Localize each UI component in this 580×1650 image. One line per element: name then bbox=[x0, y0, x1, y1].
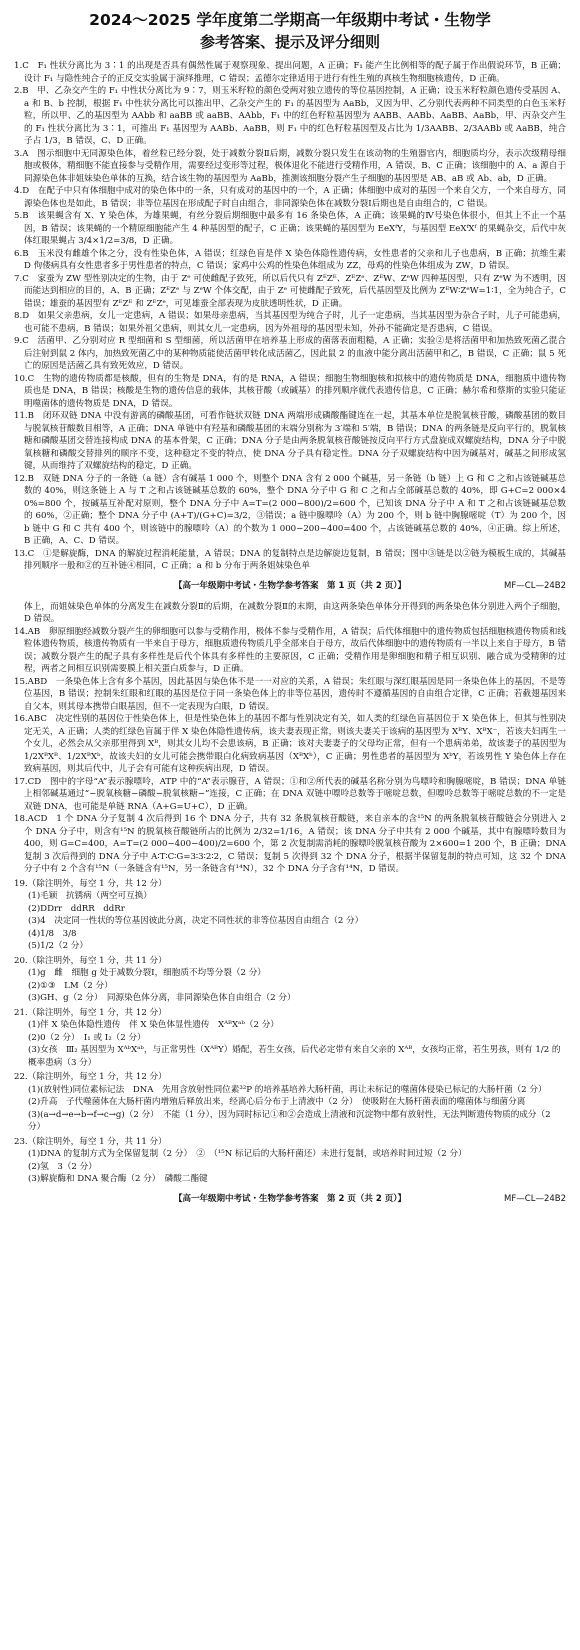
answer-item: 12.B 双链 DNA 分子的一条链（a 链）含有碱基 1 000 个，则整个 DNA 含有 2 000 个碱基，另一条链（b 链）上 G 和 C 之和占该链碱基总数的 40%，则这条链上 A 与 T 之和占该链碱基总数的 60%，整个 DNA 分子中 G 和 C 之和占全部碱基总数的 40%，即 G+C=2 000×40%=800 个，按碱基互补配对原则，整个 DNA 分子中 A=T=(2 000−800)/2=600 个，已知该 DNA 分子中 A 和 T 之和占该链碱基总数的 60%，②正确；整个 DNA 分子中 (A+T)/(G+C)=3/2，③错误；a 链中腺嘌呤（A）为 200 个，则 b 链中胸腺嘧啶（T）为 200 个，因 b 链中 G 和 C 共有 400 个，则该链中的腺嘌呤（A）的个数为 1 000−200−400=400 个，占该链碱基总数的 40%，④正确。综上所述，B 正确，A、C、D 错误。 bbox=[14, 473, 566, 546]
answer-line: (3)(a→d→e→b→f→c→g)（2 分） 不能（1 分），因为同时标记①和②会造成上清液和沉淀物中都有放射性，无法判断遗传物质的成分（2 分） bbox=[28, 1109, 551, 1132]
answer-item: 11.B 闭环双链 DNA 中没有游离的磷酸基团，可看作链状双链 DNA 两端形成磷酸酯键连在一起，其基本单位是脱氧核苷酸，磷酸基团的数目与脱氧核苷酸数目相等，A 正确；DNA 单链中有羟基和磷酸基团的末端分别称为 3′端和 5′端，B 错误；DNA 的两条链是反向平行的，脱氧核糖和磷酸基团交替连接构成 DNA 的基本骨架，C 正确；DNA 分子是由两条脱氧核苷酸链按反向平行方式盘旋成双螺旋结构，DNA 分子中脱氧核糖和磷酸交替排列的顺序不变，这种稳定不变的特点，使 DNA 分子具有稳定性。DNA 分子双螺旋结构中因为碱基对，碱基之间形成氢键，从而维持了双螺旋结构的稳定，D 正确。 bbox=[14, 411, 566, 471]
answer-line: (3)GH、g（2 分） 同源染色体分离，非同源染色体自由组合（2 分） bbox=[28, 993, 296, 1003]
question-21 bbox=[14, 1007, 566, 1070]
answer-line: (1)DNA 的复制方式为全保留复制（2 分） ② （¹⁵N 标记后的大肠杆菌还）未进行复制，或培养时间过短（2 分） bbox=[28, 1149, 467, 1159]
answer-line: (1)毛颖 抗锈病（两空可互换） bbox=[28, 891, 152, 901]
answer-line: (3)解旋酶和 DNA 聚合酶（2 分） 磷酸二酯键 bbox=[28, 1174, 208, 1184]
answer-line: (2)①③ LM（2 分） bbox=[28, 980, 113, 991]
footer-code: MF—CL—24B2 bbox=[504, 1193, 566, 1204]
footer-page-label: 【高一年级期中考试・生物学参考答案 第 2 页（共 2 页）】 bbox=[174, 1193, 406, 1204]
answer-line: (3)女孩 Ⅲ₂ 基因型为 XᴬᵇXᵃᵇ，与正常男性（XᴬᴮY）婚配，若生女孩，后代必定带有来自父亲的 Xᴬᴮ，女孩均正常，若生男孩，则有 1/2 的概率患病（3 分） bbox=[28, 1045, 561, 1068]
answer-line: (2)氢 3（2 分） bbox=[28, 1161, 97, 1172]
answer-item: 10.C 生物的遗传物质都是核酸，但有的生物是 DNA，有的是 RNA，A 错误；细胞生物细胞核和拟核中的遗传物质是 DNA，细胞质中遗传物质也是 DNA，B 错误；核酸是生物的遗传信息的载体，其核苷酸（或碱基）的排列顺序就代表遗传信息，C 正确；赫尔希和蔡斯的实验只能证明噬菌体的遗传物质是 DNA，D 错误。 bbox=[14, 373, 566, 409]
answer-line: (2)DDrr ddRR ddRr bbox=[28, 903, 125, 914]
answer-item: 15.ABD 一条染色体上含有多个基因，因此基因与染色体不是一一对应的关系，A 错误；朱红眼与深红眼基因是同一条染色体上的基因，不是等位基因，B 错误；控制朱红眼和红眼的基因是位于同一条染色体上的非等位基因，遗传时不遵循基因的自由组合定律，C 正确；若截翅基因来自父本，则其母本携带白眼基因，但不一定表现为白眼，D 错误。 bbox=[14, 676, 566, 712]
answer-item: 5.B 该果蝇含有 X、Y 染色体，为雄果蝇，有丝分裂后期细胞中最多有 16 条染色体，A 正确；该果蝇的Ⅳ号染色体很小，但其上不止一个基因，B 错误；该果蝇的一个精原细胞能产生 4 种基因型的配子，C 正确；该果蝇的基因型为 EeXᶠY，与基因型 EeXᶠXᶠ 的果蝇杂交，后代中灰体红眼果蝇占 3/4×1/2=3/8，D 正确。 bbox=[14, 211, 566, 246]
answer-line: (3)4 决定同一性状的等位基因彼此分离，决定不同性状的非等位基因自由组合（2 分） bbox=[28, 916, 364, 926]
answer-line: (4)1/8 3/8 bbox=[28, 928, 77, 939]
footer-code: MF—CL—24B2 bbox=[504, 580, 566, 591]
question-header: 23.（除注明外，每空 1 分，共 11 分） bbox=[14, 1136, 167, 1147]
answer-line: (2)升高 子代噬菌体在大肠杆菌内增殖后释放出来，经离心后分布于上清液中（2 分） 使吸附在大肠杆菌表面的噬菌体与细菌分离 bbox=[28, 1097, 526, 1107]
question-22 bbox=[14, 1071, 566, 1134]
question-header: 21.（除注明外，每空 1 分，共 12 分） bbox=[14, 1007, 167, 1018]
question-23 bbox=[14, 1136, 566, 1186]
answer-line: (1)伴 X 染色体隐性遗传 伴 X 染色体显性遗传 XᴬᴮXᵃᵇ（2 分） bbox=[28, 1020, 279, 1030]
answer-line: (1)g 雌 细胞 g 处于减数分裂Ⅰ，细胞质不均等分裂（2 分） bbox=[28, 968, 266, 978]
answer-item: 14.AB 卵原细胞经减数分裂产生的卵细胞可以参与受精作用，极体不参与受精作用，A 错误；后代体细胞中的遗传物质包括细胞核遗传物质和线粒体遗传物质，核遗传物质有一半来自于母方，细胞质遗传物质几乎全部来自于母方，故后代体细胞中的遗传物质有一半以上来自于母方，B 错误；减数分裂产生的配子具有多样性是后代个体具有多样性的主要原因，C 正确；受精作用是卵细胞和精子相互识别、融合成为受精卵的过程，两者之间相互识别需要膜上相关蛋白质参与，D 正确。 bbox=[14, 626, 566, 674]
page-footer-1 bbox=[14, 577, 566, 595]
answer-item: 9.C 活菌甲、乙分别对应 R 型细菌和 S 型细菌，所以活菌甲在培养基上形成的菌落表面粗糙，A 正确；实验②是将活菌甲和加热致死菌乙混合后注射到鼠 2 体内，加热致死菌乙中的某种物质能使活菌甲转化成活菌乙，因此鼠 2 的血液中能分离出活菌甲和乙，B 错误，C 正确；鼠 5 死亡的原因是活菌乙具有致死效应，D 错误。 bbox=[14, 336, 566, 371]
answer-item: 2.B 甲、乙杂交产生的 F₁ 中性状分离比为 9∶7，则玉米籽粒的颜色受两对独立遗传的等位基因控制，A 正确；设玉米籽粒颜色遗传受基因 A、a 和 B、b 控制，根据 F₁ 中性状分离比可以推出甲、乙杂交产生的 F₁ 的基因型为 AaBb，又因为甲、乙分别代表两种不同类型的白色玉米籽粒，所以甲、乙的基因型为 AAbb 和 aaBB 或 aaBB、AAbb，F₁ 中的红色籽粒基因型为 AABB、AABb、AaBB、AaBb，甲、丙杂交产生的 F₁ 性状分离比为 3∶1，可推出 F₁ 基因型为 AABb、AaBB，则 F₁ 中的红色籽粒基因型及占比为 1/3AABB、2/3AABb 或 AaBB，纯合子占 1/3，B 错误，C、D 正确。 bbox=[14, 86, 566, 146]
question-header: 19.（除注明外，每空 1 分，共 12 分） bbox=[14, 878, 167, 889]
answer-item: 17.CD 图中的字母“A”表示腺嘌呤，ATP 中的“A”表示腺苷，A 错误；①和②所代表的碱基名称分别为鸟嘌呤和胸腺嘧啶，B 错误；DNA 单链上相邻碱基通过“−脱氧核糖−磷酸−脱氧核糖−”连接，C 正确；在 DNA 双链中嘌呤总数等于嘧啶总数，但嘌呤总数等于嘧啶总数的不一定是双链 DNA，也可能是单链 RNA（A+G=U+C），D 正确。 bbox=[14, 776, 566, 812]
answer-line: (5)1/2（2 分） bbox=[28, 941, 88, 951]
page-footer-2 bbox=[14, 1190, 566, 1208]
question-header: 22.（除注明外，每空 1 分，共 12 分） bbox=[14, 1072, 167, 1082]
answer-line: (1)(放射性)同位素标记法 DNA 先用含放射性同位素³²P 的培养基培养大肠杆菌，再让未标记的噬菌体侵染已标记的大肠杆菌（2 分） bbox=[28, 1084, 547, 1095]
document-subtitle: 参考答案、提示及评分细则 bbox=[199, 33, 380, 51]
answer-item-continued: 体上，而姐妹染色单体的分离发生在减数分裂Ⅱ的后期，在减数分裂Ⅱ的末期，由这两条染色单体分开得到的两条染色体分别进入两个子细胞，D 错误。 bbox=[24, 601, 566, 624]
footer-page-label: 【高一年级期中考试・生物学参考答案 第 1 页（共 2 页）】 bbox=[174, 580, 406, 591]
document-title: 2024～2025 学年度第二学期高一年级期中考试・生物学 bbox=[89, 11, 491, 29]
answer-item: 6.B 玉米没有雌雄个体之分，没有性染色体，A 错误；红绿色盲是伴 X 染色体隐性遗传病，女性患者的父亲和儿子也患病，B 正确；抗维生素 D 佝偻病具有女性患者多于男性患者的特点，C 错误；家鸡中公鸡的性染色体组成为 ZZ，母鸡的性染色体组成为 ZW，D 错误。 bbox=[14, 248, 566, 271]
question-19 bbox=[14, 878, 566, 953]
answer-line: (2)0（2 分） Ⅰ₁ 或 Ⅰ₂（2 分） bbox=[28, 1032, 146, 1043]
answer-item: 1.C F₁ 性状分离比为 3∶1 的出现是否具有偶然性属于观察现象、提出问题，A 正确；F₁ 能产生比例相等的配子属于作出假说环节，B 正确；设计 F₁ 与隐性纯合子的正反交实验属于演绎推理，C 错误；孟德尔定律适用于进行有性生殖的真核生物细胞核遗传，D 正确。 bbox=[14, 61, 566, 84]
answer-item: 3.A 图示细胞中无同源染色体，着丝粒已经分裂，处于减数分裂Ⅱ后期，减数分裂只发生在该动物的生殖器官内，细胞质均分，表示次级精母细胞或极体，精细胞不能直接参与受精作用，需要经过变形等过程，极体退化不能进行受精作用，A 错误，B、C 正确；该细胞中的 A、a 源自于同源染色体非姐妹染色单体的互换，结合该生物的基因型为 AaBb，推测该细胞分裂产生子细胞的基因型是 AB、aB 或 Ab、ab，D 正确。 bbox=[14, 148, 566, 184]
answer-item: 8.D 如果父亲患病，女儿一定患病，A 错误；如果母亲患病，当其基因型为纯合子时，儿子一定患病，当其基因型为杂合子时，儿子可能患病，也可能不患病，B 错误；如果外祖父患病，则其女儿一定患病，因为外祖母的基因型未知，外孙不能确定是否患病，C 错误。 bbox=[14, 311, 566, 334]
answer-item: 13.C ①是解旋酶，DNA 的解旋过程消耗能量，A 错误；DNA 的复制特点是边解旋边复制，B 错误；图中③链是以②链为模板生成的，其碱基排列顺序一般和②的互补链④相同，C 正确；a 和 b 分布于两条姐妹染色单 bbox=[14, 548, 566, 571]
multiple-choice-section-page2 bbox=[14, 601, 566, 876]
multiple-choice-section-page1 bbox=[14, 60, 566, 573]
answer-item: 16.ABC 决定性别的基因位于性染色体上，但是性染色体上的基因不都与性别决定有关，如人类的红绿色盲基因位于 X 染色体上，但其与性别决定无关，A 正确；人类的红绿色盲属于伴 X 染色体隐性遗传病，该夫妻表现正常，则该夫妻关于该病的基因型为 XᴮY、XᴮX⁻，若该夫妇再生一个女儿，必然会从父亲那里得到 Xᴮ，则其女儿均不会患该病，B 正确；该对夫妻妻子的父母均正常，但有一个患病弟弟，故该妻子的基因型为 1/2XᴮXᴮ、1/2XᴮXᵇ，故该夫妇的女儿可能会携带眼白化病致病基因（XᴮXᵇ），C 正确；男性患者的基因型为 XᵇY，若该男性 Y 染色体上存在致病基因，则其后代中，儿子会有可能有这种疾病出现，D 错误。 bbox=[14, 714, 566, 774]
question-header: 20.（除注明外，每空 1 分，共 11 分） bbox=[14, 955, 167, 966]
answer-item: 4.D 在配子中只有体细胞中成对的染色体中的一条，只有成对的基因中的一个，A 正确；体细胞中成对的基因一个来自父方，一个来自母方，同源染色体也是如此，B 错误；非等位基因在形成配子时自由组合，非同源染色体在减数分裂Ⅰ后期也是自由组合的，C 错误。 bbox=[14, 186, 566, 209]
answer-item: 18.ACD 1 个 DNA 分子复制 4 次后得到 16 个 DNA 分子，共有 32 条脱氧核苷酸链，来自亲本的含¹⁵N 的两条脱氧核苷酸链会分别进入 2 个 DNA 分子中，则含有¹⁵N 的脱氧核苷酸链所占的比例为 2/32=1/16，A 错误；该 DNA 分子中共有 2 000 个碱基，其中有腺嘌呤数目为 400，则 G=C=400，A=T=(2 000−400−400)/2=600 个，第 2 次复制需消耗的腺嘌呤脱氧核苷酸为 2×600=1 200 个，B 正确；DNA 复制 3 次后得到的 DNA 分子中 A∶T∶C∶G=3∶3∶2∶2，C 错误；复制 5 次得到 32 个 DNA 分子，根据半保留复制的特点可知，这 32 个 DNA 分子中有 2 个含有¹⁵N（一条链含有¹⁵N，另一条链含有¹⁴N），32 个 DNA 分子含有¹⁴N，D 错误。 bbox=[14, 814, 566, 874]
question-20 bbox=[14, 955, 566, 1005]
answer-item: 7.C 家蚕为 ZW 型性别决定的生物，由于 Zᵉ 可使雌配子致死，所以后代只有 ZᴱZᴱ、ZᴱZᵉ、ZᴱW、ZᵉW 四种基因型，只有 ZᵉW 为不透明，因而能达到相应的目的，A、B 正确；ZᴱZᵉ 与 ZᵉW 个体交配，由于 Zᵉ 可使雌配子致死，后代基因型及比例为 ZᴱW∶ZᵉW=1∶1，全为纯合子，C 错误；雄蚕的基因型有 ZᴱZᴱ 和 ZᴱZᵉ，可见雄蚕全部表现为皮肤透明性状，D 正确。 bbox=[14, 273, 566, 309]
